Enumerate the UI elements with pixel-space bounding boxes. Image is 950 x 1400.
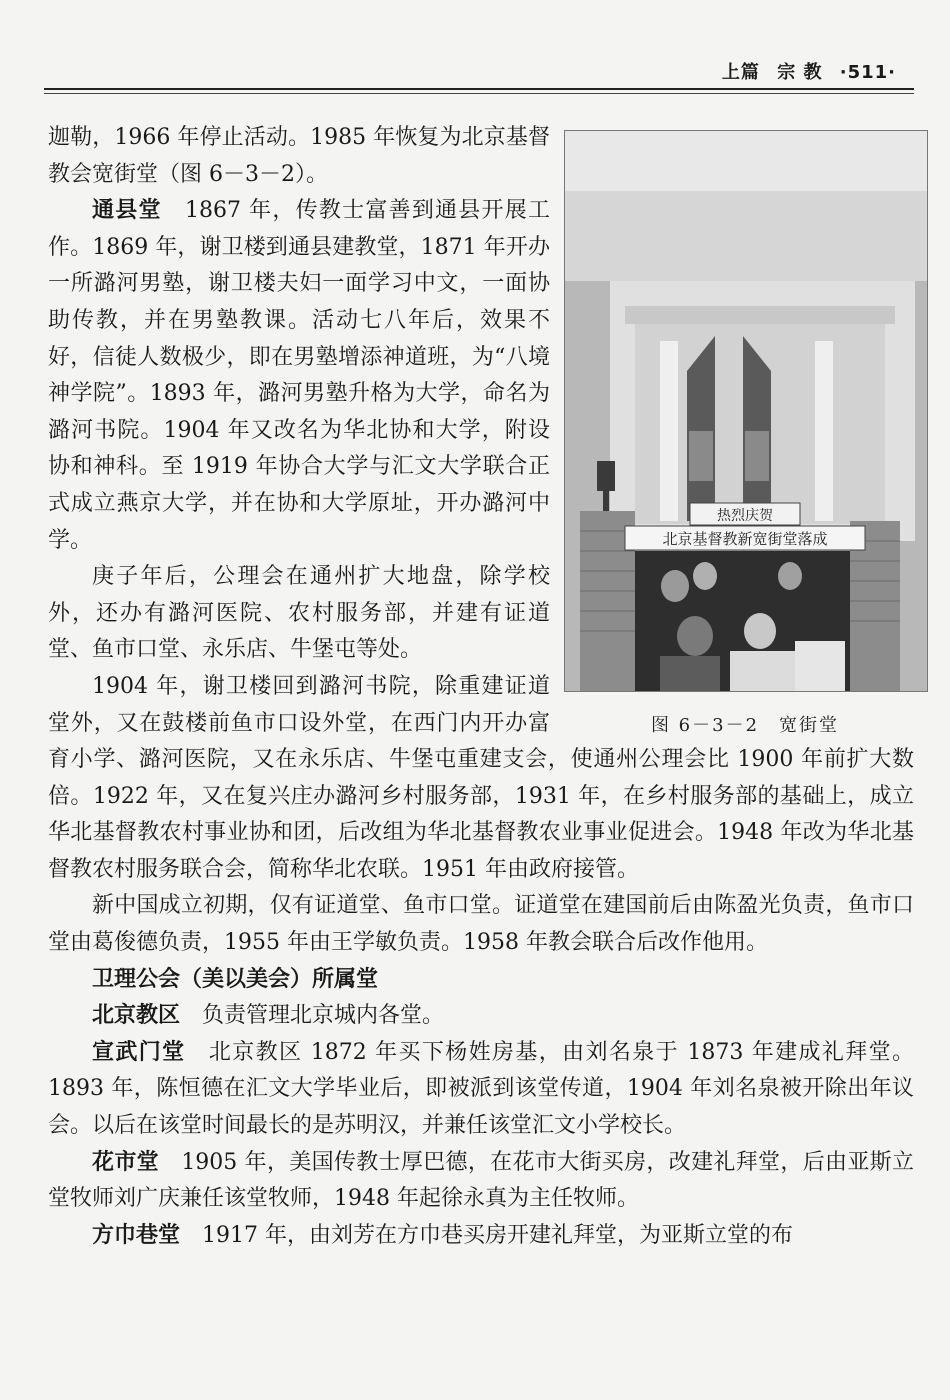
paragraph: 方巾巷堂 1917 年，由刘芳在方巾巷买房开建礼拜堂，为亚斯立堂的布	[92, 1222, 794, 1248]
section-title: 上篇	[721, 62, 760, 83]
paragraph: 迦勒，1966 年停止活动。1985 年恢复为北京基督教会宽街堂（图 6－3－2）。	[48, 125, 550, 187]
figure	[564, 120, 940, 736]
header-rule	[44, 88, 914, 90]
paragraph: 新中国成立初期，仅有证道堂、鱼市口堂。证道堂在建国前后由陈盈光负责，鱼市口堂由葛俊德负责，1955 年由王学敏负责。1958 年教会联合后改作他用。	[48, 893, 914, 956]
section-heading: 卫理公会（美以美会）所属堂	[92, 966, 379, 992]
paragraph: 庚子年后，公理会在通州扩大地盘，除学校外，还办有潞河医院、农村服务部，并建有证道堂、鱼市口堂、永乐店、牛堡屯等处。	[48, 564, 550, 663]
page-header	[44, 58, 914, 88]
banner-large: 北京基督教新宽街堂落成	[662, 530, 828, 548]
running-head	[712, 58, 896, 84]
church-photo	[564, 130, 928, 692]
entry-heading: 方巾巷堂	[92, 1222, 181, 1248]
paragraph: 北京教区 负责管理北京城内各堂。	[92, 1003, 445, 1029]
page-number: ·511·	[839, 62, 896, 83]
paragraph: 宣武门堂 北京教区 1872 年买下杨姓房基，由刘名泉于 1873 年建成礼拜堂。1893 年，陈恒德在汇文大学毕业后，即被派到该堂传道，1904 年刘名泉被开除出年议会。以后在该堂时间最长的是苏明汉，并兼任该堂汇文小学校长。	[48, 1039, 914, 1139]
entry-heading: 北京教区	[92, 1003, 181, 1029]
header-rule-thin	[44, 93, 914, 94]
body-text	[48, 120, 914, 1254]
figure-caption: 图 6－3－2 宽街堂	[650, 715, 840, 736]
chapter-title: 宗 教	[777, 62, 823, 83]
banner-small: 热烈庆贺	[717, 508, 773, 524]
paragraph: 花市堂 1905 年，美国传教士厚巴德，在花市大街买房，改建礼拜堂，后由亚斯立堂牧师刘广庆兼任该堂牧师，1948 年起徐永真为主任牧师。	[48, 1149, 914, 1212]
entry-heading: 通县堂	[92, 198, 162, 224]
paragraph: 1904 年，谢卫楼回到潞河书院，除重建证道堂外，又在鼓楼前鱼市口设外堂，在西门内开办富育小学、潞河医院，又在永乐店、牛堡屯重建支会，使通州公理会比 1900 年前扩大数倍。1922 年，又在复兴庄办潞河乡村服务部，1931 年，在乡村服务部的基础上，成立华北基督教农村事业协和团，后改组为华北基督教农业事业促进会。1948 年改为华北基督教农村服务联合会，简称华北农联。1951 年由政府接管。	[48, 673, 914, 882]
entry-heading: 花市堂	[92, 1149, 159, 1175]
paragraph: 通县堂 1867 年，传教士富善到通县开展工作。1869 年，谢卫楼到通县建教堂，1871 年开办一所潞河男塾，谢卫楼夫妇一面学习中文，一面协助传教，并在男塾教课。活动七八年后，效果不好，信徒人数极少，即在男塾增添神道班，为“八境神学院”。1893 年，潞河男塾升格为大学，命名为潞河书院。1904 年又改名为华北协和大学，附设协和神科。至 1919 年协合大学与汇文大学联合正式成立燕京大学，并在协和大学原址，开办潞河中学。	[48, 198, 550, 553]
entry-heading: 宣武门堂	[92, 1039, 186, 1065]
